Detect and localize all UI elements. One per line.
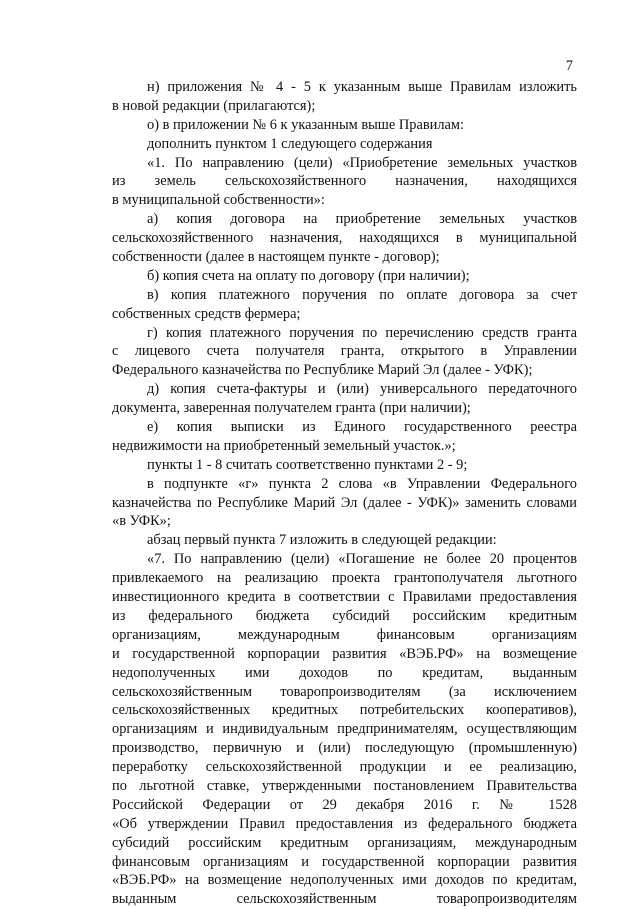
text-line: финансовым организациям и государственной корпорации развития xyxy=(112,853,577,870)
text-line: пункты 1 - 8 считать соответственно пунктами 2 - 9; xyxy=(147,456,468,473)
text-line: о) в приложении № 6 к указанным выше Правилам: xyxy=(147,116,465,133)
text-line: Федерального казначейства по Республике Марий Эл (далее - УФК); xyxy=(112,362,533,379)
text-line: недополученных ими доходов по кредитам, выданным xyxy=(112,664,577,681)
text-line: а) копия договора на приобретение земельных участков xyxy=(147,211,577,228)
text-line: в подпункте «г» пункта 2 слова «в Управлении Федерального xyxy=(147,475,577,492)
text-line: выданным сельскохозяйственным товаропроизводителям xyxy=(112,891,577,908)
text-line: е) копия выписки из Единого государственного реестра xyxy=(147,419,577,436)
text-line: субсидий российским кредитным организациям, международным xyxy=(112,834,577,851)
text-line: «в УФК»; xyxy=(112,513,171,530)
text-line: в муниципальной собственности»: xyxy=(112,192,325,209)
text-line: сельскохозяйственного назначения, находящихся в муниципальной xyxy=(112,230,577,247)
text-line: и государственной корпорации развития «ВЭБ.РФ» на возмещение xyxy=(112,645,577,662)
text-line: г) копия платежного поручения по перечислению средств гранта xyxy=(147,324,577,341)
text-line: д) копия счета-фактуры и (или) универсального передаточного xyxy=(147,381,577,398)
text-line: собственных средств фермера; xyxy=(112,305,301,322)
text-line: производство, первичную и (или) последующую (промышленную) xyxy=(112,740,577,757)
text-line: дополнить пунктом 1 следующего содержания xyxy=(147,135,433,152)
text-line: «7. По направлению (цели) «Погашение не более 20 процентов xyxy=(147,551,577,568)
page-number: 7 xyxy=(565,58,573,74)
text-line: организациям и индивидуальным предпринимателям, осуществляющим xyxy=(112,721,577,738)
text-line: привлекаемого на реализацию проекта грантополучателя льготного xyxy=(112,570,577,587)
text-line: Российской Федерации от 29 декабря 2016 г. № 1528 xyxy=(112,796,577,813)
text-line: из земель сельскохозяйственного назначения, находящихся xyxy=(112,173,577,190)
text-line: в) копия платежного поручения по оплате договора за счет xyxy=(147,286,577,303)
text-line: переработку сельскохозяйственной продукции и ее реализацию, xyxy=(112,759,577,776)
text-line: сельскохозяйственных кредитных потребительских кооперативов), xyxy=(112,702,577,719)
text-line: собственности (далее в настоящем пункте - договор); xyxy=(112,249,440,266)
text-line: в новой редакции (прилагаются); xyxy=(112,97,316,114)
text-line: б) копия счета на оплату по договору (при наличии); xyxy=(147,267,470,284)
text-line: по льготной ставке, утвержденными постановлением Правительства xyxy=(112,777,577,794)
text-line: из федерального бюджета субсидий российским кредитным xyxy=(112,607,577,624)
text-line: н) приложения № 4 - 5 к указанным выше Правилам изложить xyxy=(147,79,577,95)
text-line: «1. По направлению (цели) «Приобретение земельных участков xyxy=(147,154,577,171)
text-line: абзац первый пункта 7 изложить в следующей редакции: xyxy=(147,532,497,549)
text-line: «Об утверждении Правил предоставления из федерального бюджета xyxy=(112,815,577,832)
document-body xyxy=(112,78,577,909)
text-line: «ВЭБ.РФ» на возмещение недополученных ими доходов по кредитам, xyxy=(112,872,577,889)
text-line: инвестиционного кредита в соответствии с Правилами предоставления xyxy=(112,589,577,606)
text-line: документа, заверенная получателем гранта (при наличии); xyxy=(112,400,471,417)
text-line: с лицевого счета получателя гранта, открытого в Управлении xyxy=(112,343,577,360)
text-line: казначейства по Республике Марий Эл (далее - УФК)» заменить словами xyxy=(112,494,577,511)
text-line: сельскохозяйственным товаропроизводителям (за исключением xyxy=(112,683,577,700)
text-line: недвижимости на приобретенный земельный участок.»; xyxy=(112,437,456,454)
text-line: организациям, международным финансовым организациям xyxy=(112,626,577,643)
